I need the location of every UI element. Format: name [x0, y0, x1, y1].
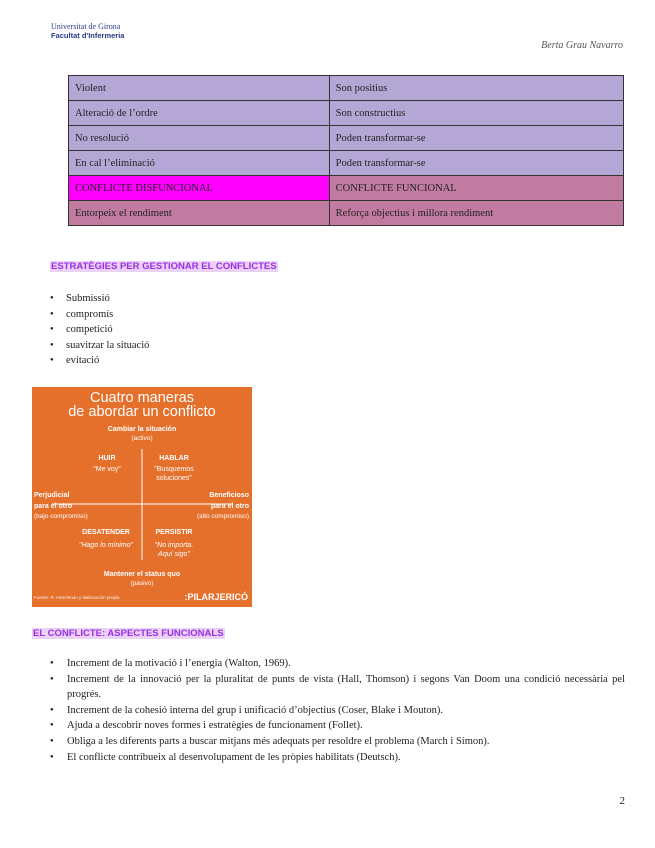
table-cell-dysfunctional: CONFLICTE DISFUNCIONAL — [69, 176, 330, 201]
quadrant-talk-title: HABLAR — [159, 455, 189, 462]
left-axis-label1: Perjudicial — [34, 492, 70, 499]
section-heading-strategies: ESTRATÈGIES PER GESTIONAR EL CONFLICTES — [51, 261, 277, 272]
table-cell: Poden transformar-se — [329, 126, 623, 151]
list-item: ● Ajuda a descobrir noves formes i estratègies de funcionament (Follet). — [50, 718, 625, 734]
right-axis-label2: para el otro — [210, 503, 249, 510]
top-axis-label: Cambiar la situación — [107, 426, 177, 433]
quadrant-talk-quote2: soluciones" — [156, 475, 192, 482]
table-cell: No resolució — [69, 126, 330, 151]
table-cell-functional: CONFLICTE FUNCIONAL — [329, 176, 623, 201]
table-row — [69, 101, 624, 126]
author-name: Berta Grau Navarro — [541, 40, 623, 51]
bottom-axis-label: Mantener el status quo — [103, 571, 181, 578]
list-item: ● evitació — [50, 353, 149, 369]
table-cell: Entorpeix el rendiment — [69, 201, 330, 226]
table-cell: Son constructius — [329, 101, 623, 126]
infographic-title-line1: Cuatro maneras — [90, 390, 194, 406]
list-item: ● El conflicte contribueix al desenvolupament de les pròpies habilitats (Deutsch). — [50, 750, 625, 766]
list-item: ● compromís — [50, 307, 149, 323]
conflict-infographic — [32, 387, 252, 607]
table-cell: Alteració de l’ordre — [69, 101, 330, 126]
bottom-axis-sublabel: (pasivo) — [130, 580, 154, 587]
table-row — [69, 126, 624, 151]
strategies-list — [50, 291, 149, 369]
infographic-source: Fuente: R. Hirschman y elaboración propia — [34, 595, 120, 600]
functional-aspects-list — [50, 656, 625, 765]
page-number: 2 — [619, 795, 625, 807]
right-axis-label1: Beneficioso — [209, 492, 249, 499]
table-cell: Son positius — [329, 76, 623, 101]
table-cell: Reforça objectius i millora rendiment — [329, 201, 623, 226]
quadrant-neglect-title: DESATENDER — [82, 529, 130, 536]
quadrant-flee-title: HUIR — [98, 455, 116, 462]
right-axis-label3: (alto compromiso) — [196, 513, 249, 520]
table-cell: Poden transformar-se — [329, 151, 623, 176]
list-item: ● Obliga a les diferents parts a buscar mitjans més adequats per resoldre el problema (March i Simon). — [50, 734, 625, 750]
university-logo — [51, 22, 124, 40]
table-row — [69, 151, 624, 176]
list-item: ● Increment de la innovació per la pluralitat de punts de vista (Hall, Thomson) i segons Van Doom una condició necessària pel progrés. — [50, 672, 625, 703]
quadrant-persist-title: PERSISTIR — [155, 529, 193, 536]
conflict-comparison-table — [68, 75, 624, 226]
list-item: ● Submissió — [50, 291, 149, 307]
quadrant-flee-quote: "Me voy" — [93, 466, 121, 473]
quadrant-persist-quote2: Aquí sigo" — [158, 551, 190, 558]
quadrant-neglect-quote: "Hago lo mínimo" — [79, 542, 133, 549]
infographic-title-line2: de abordar un conflicto — [68, 404, 216, 420]
section-heading-functional-aspects: EL CONFLICTE: ASPECTES FUNCIONALS — [33, 628, 224, 639]
table-row — [69, 201, 624, 226]
quadrant-talk-quote1: "Busquemos — [154, 466, 194, 473]
table-row — [69, 76, 624, 101]
top-axis-sublabel: (activo) — [131, 435, 153, 442]
table-cell: Violent — [69, 76, 330, 101]
left-axis-label2: para el otro — [34, 503, 73, 510]
quadrant-persist-quote1: "No importa. — [154, 542, 194, 549]
list-item: ● suavitzar la situació — [50, 338, 149, 354]
list-item: ● competició — [50, 322, 149, 338]
logo-line-university: Universitat de Girona — [51, 22, 121, 31]
list-item: ● Increment de la cohesió interna del grup i unificació d’objectius (Coser, Blake i Mouton). — [50, 703, 625, 719]
logo-line-faculty: Facultat d'Infermeria — [51, 31, 125, 40]
brand-logo: :PILARJERICÓ — [184, 592, 248, 602]
table-cell: En cal l’eliminació — [69, 151, 330, 176]
left-axis-label3: (bajo compromiso) — [34, 513, 88, 520]
table-row-header — [69, 176, 624, 201]
list-item: ● Increment de la motivació i l’energia (Walton, 1969). — [50, 656, 625, 672]
